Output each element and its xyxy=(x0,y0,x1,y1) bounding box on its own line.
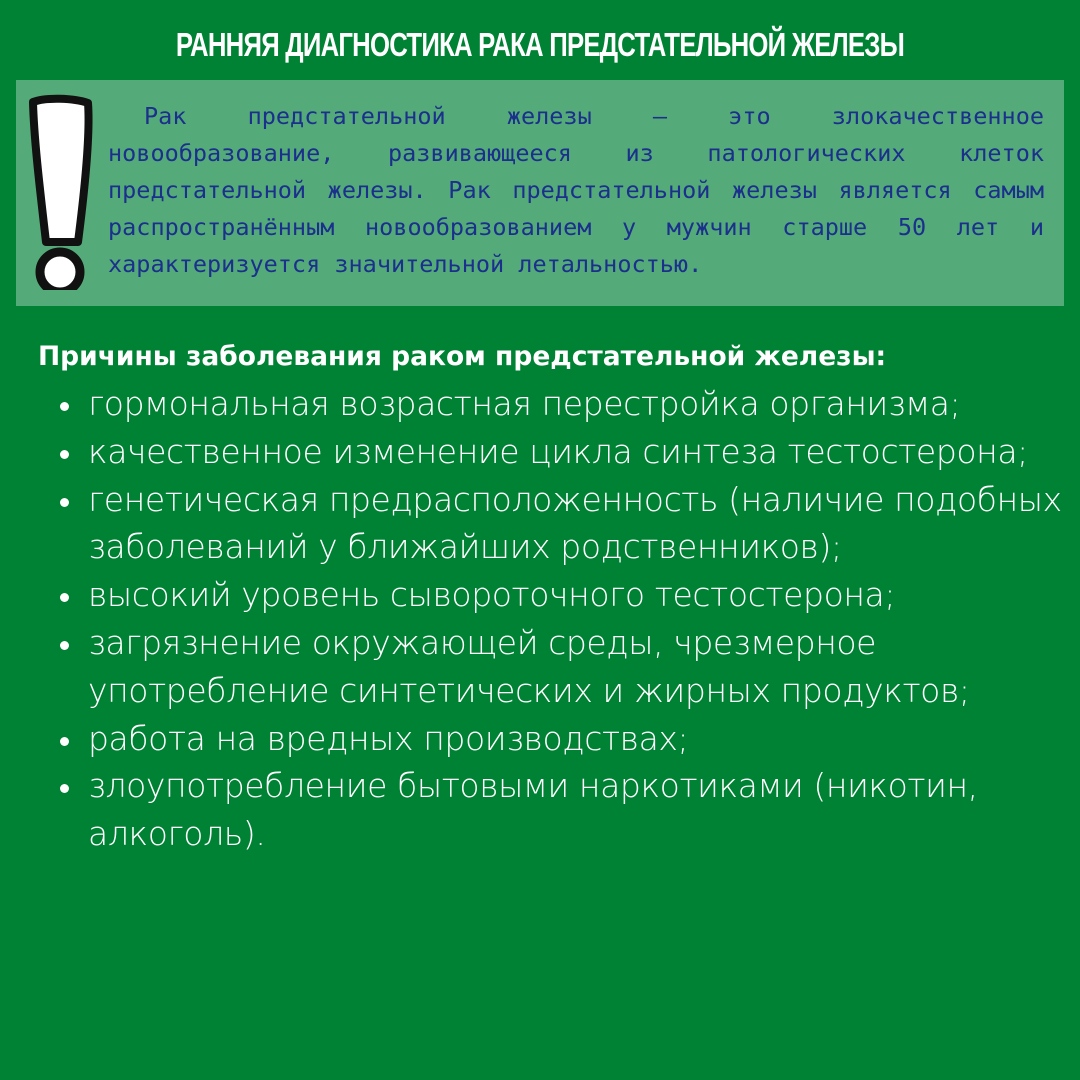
list-item-text: качественное изменение цикла синтеза тестостерона; xyxy=(88,431,1028,471)
page-title: РАННЯЯ ДИАГНОСТИКА РАКА ПРЕДСТАТЕЛЬНОЙ ЖЕЛЕЗЫ xyxy=(175,26,905,63)
list-item xyxy=(54,762,1064,858)
list-item xyxy=(54,428,1064,476)
bullet-icon xyxy=(60,737,69,746)
causes-heading: Причины заболевания раком предстательной железы: xyxy=(38,341,887,372)
list-item xyxy=(54,476,1064,572)
bullet-icon xyxy=(60,498,69,507)
info-box xyxy=(16,80,1064,306)
list-item-text: высокий уровень сывороточного тестостерона; xyxy=(88,575,896,615)
bullet-icon xyxy=(60,593,69,602)
list-item xyxy=(54,380,1064,428)
list-item-text: злоупотребление бытовыми наркотиками (никотин, алкоголь). xyxy=(88,766,978,854)
list-item xyxy=(54,571,1064,619)
causes-list xyxy=(54,380,1064,858)
info-text: Рак предстательной железы — это злокачественное новообразование, развивающееся из патологических клеток предстательной железы. Рак предстательной железы является самым распространённым новообразованием у мужчин старше 50 лет и характеризуется значительной летальностью. xyxy=(108,102,1044,278)
bullet-icon xyxy=(60,784,69,793)
bullet-icon xyxy=(60,450,69,459)
bullet-icon xyxy=(60,641,69,650)
list-item-text: гормональная возрастная перестройка организма; xyxy=(88,384,961,423)
bullet-icon xyxy=(60,402,69,411)
list-item-text: загрязнение окружающей среды, чрезмерное употребление синтетических и жирных продуктов; xyxy=(88,622,970,710)
list-item xyxy=(54,619,1064,715)
exclamation-mark-icon xyxy=(16,90,106,290)
list-item xyxy=(54,715,1064,763)
list-item-text: генетическая предрасположенность (наличие подобных заболеваний у ближайших родственников); xyxy=(88,479,1062,567)
list-item-text: работа на вредных производствах; xyxy=(88,718,689,758)
